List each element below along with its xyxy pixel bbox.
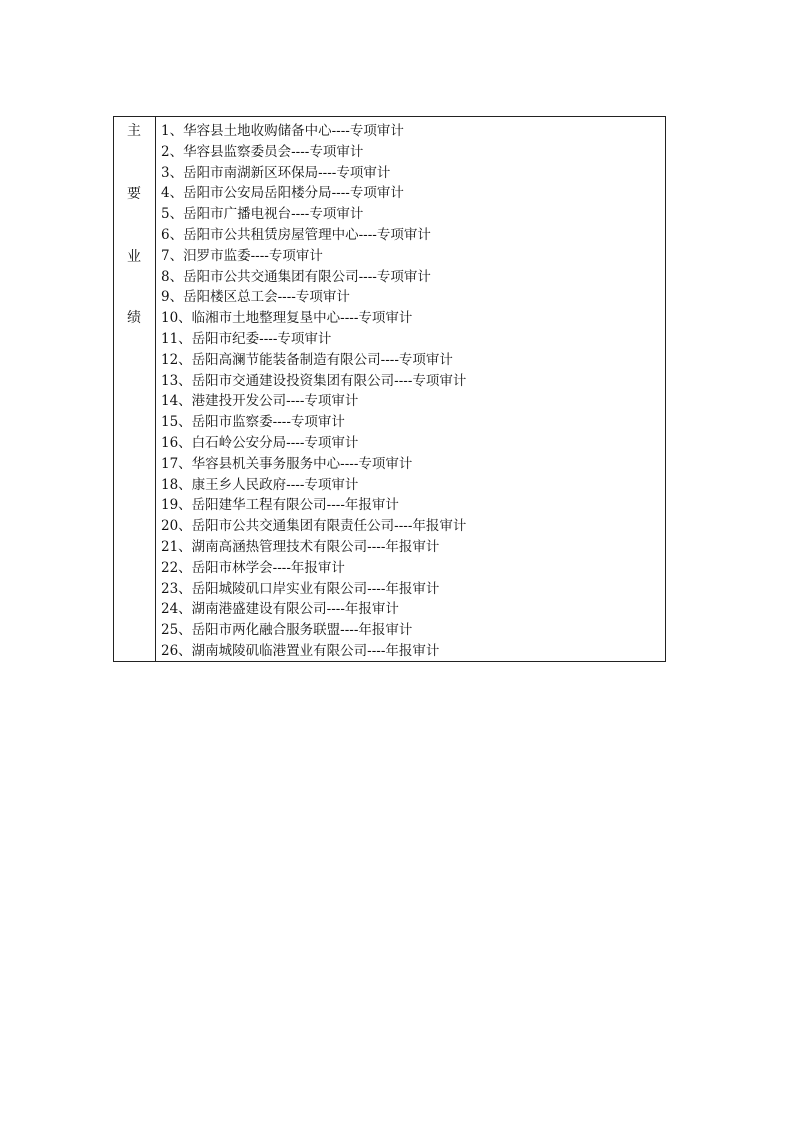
list-item: 14、港建投开发公司----专项审计 — [161, 393, 359, 410]
row-label-char: 主 — [127, 123, 141, 139]
row-label-char: 业 — [127, 249, 141, 265]
list-item: 12、岳阳高澜节能装备制造有限公司----专项审计 — [161, 351, 453, 368]
list-item: 20、岳阳市公共交通集团有限责任公司----年报审计 — [161, 518, 467, 535]
list-item: 3、岳阳市南湖新区环保局----专项审计 — [161, 164, 391, 181]
list-item: 10、临湘市土地整理复垦中心----专项审计 — [161, 310, 413, 327]
list-item: 22、岳阳市林学会----年报审计 — [161, 559, 345, 576]
row-label-char: 要 — [127, 186, 141, 202]
list-item: 4、岳阳市公安局岳阳楼分局----专项审计 — [161, 185, 404, 202]
list-item: 23、岳阳城陵矶口岸实业有限公司----年报审计 — [161, 580, 440, 597]
list-item: 26、湖南城陵矶临港置业有限公司----年报审计 — [161, 642, 440, 659]
list-item: 6、岳阳市公共租赁房屋管理中心----专项审计 — [161, 226, 431, 243]
list-item: 5、岳阳市广播电视台----专项审计 — [161, 206, 364, 223]
list-item: 2、华容县监察委员会----专项审计 — [161, 143, 364, 160]
row-label-char: 绩 — [127, 310, 141, 326]
row-label-cell — [114, 117, 156, 661]
list-item: 1、华容县土地收购储备中心----专项审计 — [161, 123, 404, 139]
list-item: 7、汨罗市监委----专项审计 — [161, 247, 323, 264]
list-item: 19、岳阳建华工程有限公司----年报审计 — [161, 497, 399, 514]
list-item: 9、岳阳楼区总工会----专项审计 — [161, 289, 350, 306]
list-item: 8、岳阳市公共交通集团有限公司----专项审计 — [161, 268, 431, 285]
list-item: 16、白石岭公安分局----专项审计 — [161, 434, 359, 451]
list-item: 13、岳阳市交通建设投资集团有限公司----专项审计 — [161, 372, 467, 389]
list-item: 18、康王乡人民政府----专项审计 — [161, 476, 359, 493]
list-item: 15、岳阳市监察委----专项审计 — [161, 414, 345, 431]
items-list — [156, 121, 665, 662]
performance-table — [113, 116, 666, 662]
list-item: 21、湖南高涵热管理技术有限公司----年报审计 — [161, 538, 440, 555]
list-item: 11、岳阳市纪委----专项审计 — [161, 330, 332, 347]
list-item: 17、华容县机关事务服务中心----专项审计 — [161, 455, 413, 472]
list-item: 25、岳阳市两化融合服务联盟----年报审计 — [161, 622, 413, 639]
list-item: 24、湖南港盛建设有限公司----年报审计 — [161, 601, 399, 618]
